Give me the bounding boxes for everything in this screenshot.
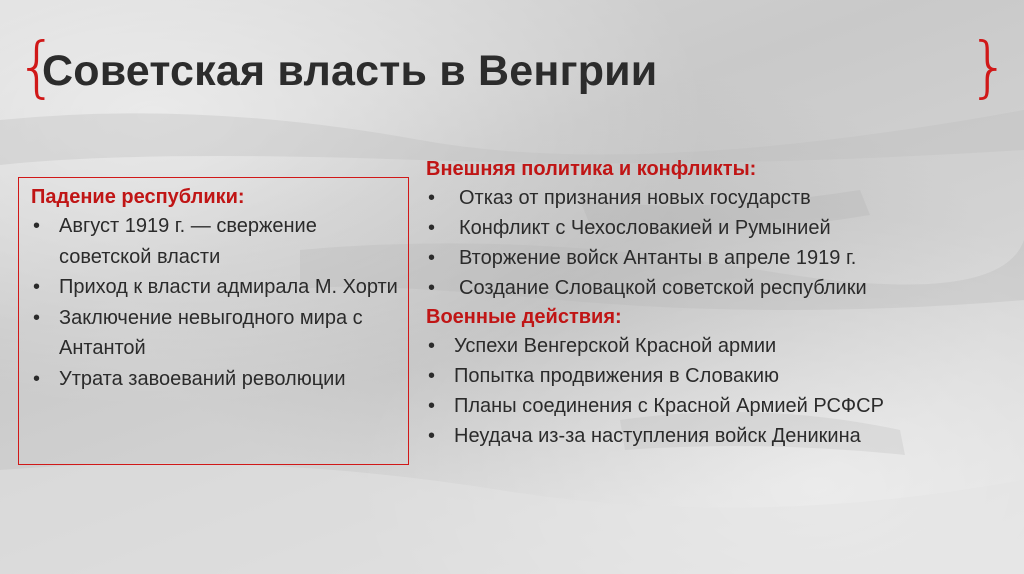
list-item: • Приход к власти адмирала М. Хорти — [31, 272, 398, 303]
list-item: • Создание Словацкой советской республики — [426, 273, 1016, 303]
list-item: • Неудача из-за наступления войск Деникина — [426, 421, 1016, 451]
foreign-policy-heading: Внешняя политика и конфликты: — [426, 158, 757, 180]
foreign-policy-list — [426, 183, 1016, 303]
republic-fall-box — [18, 177, 409, 465]
left-curly-bracket: { — [16, 28, 58, 105]
list-item: • Попытка продвижения в Словакию — [426, 361, 1016, 391]
list-item: • Конфликт с Чехословакией и Румынией — [426, 213, 1016, 243]
right-column — [426, 155, 1016, 451]
list-item: • Отказ от признания новых государств — [426, 183, 1016, 213]
list-item: • Успехи Венгерской Красной армии — [426, 331, 1016, 361]
list-item: • Заключение невыгодного мира с Антантой — [31, 303, 398, 364]
republic-fall-heading: Падение республики: — [31, 186, 245, 208]
military-heading: Военные действия: — [426, 306, 622, 328]
list-item: • Вторжение войск Антанты в апреле 1919 г. — [426, 243, 1016, 273]
page-title: Советская власть в Венгрии — [42, 47, 658, 95]
list-item: • Планы соединения с Красной Армией РСФСР — [426, 391, 954, 421]
list-item: • Август 1919 г. — свержение советской власти — [31, 211, 398, 272]
military-list — [426, 331, 1016, 451]
republic-fall-list — [31, 211, 398, 394]
list-item: • Утрата завоеваний революции — [31, 364, 398, 395]
right-curly-bracket: } — [968, 28, 1010, 105]
